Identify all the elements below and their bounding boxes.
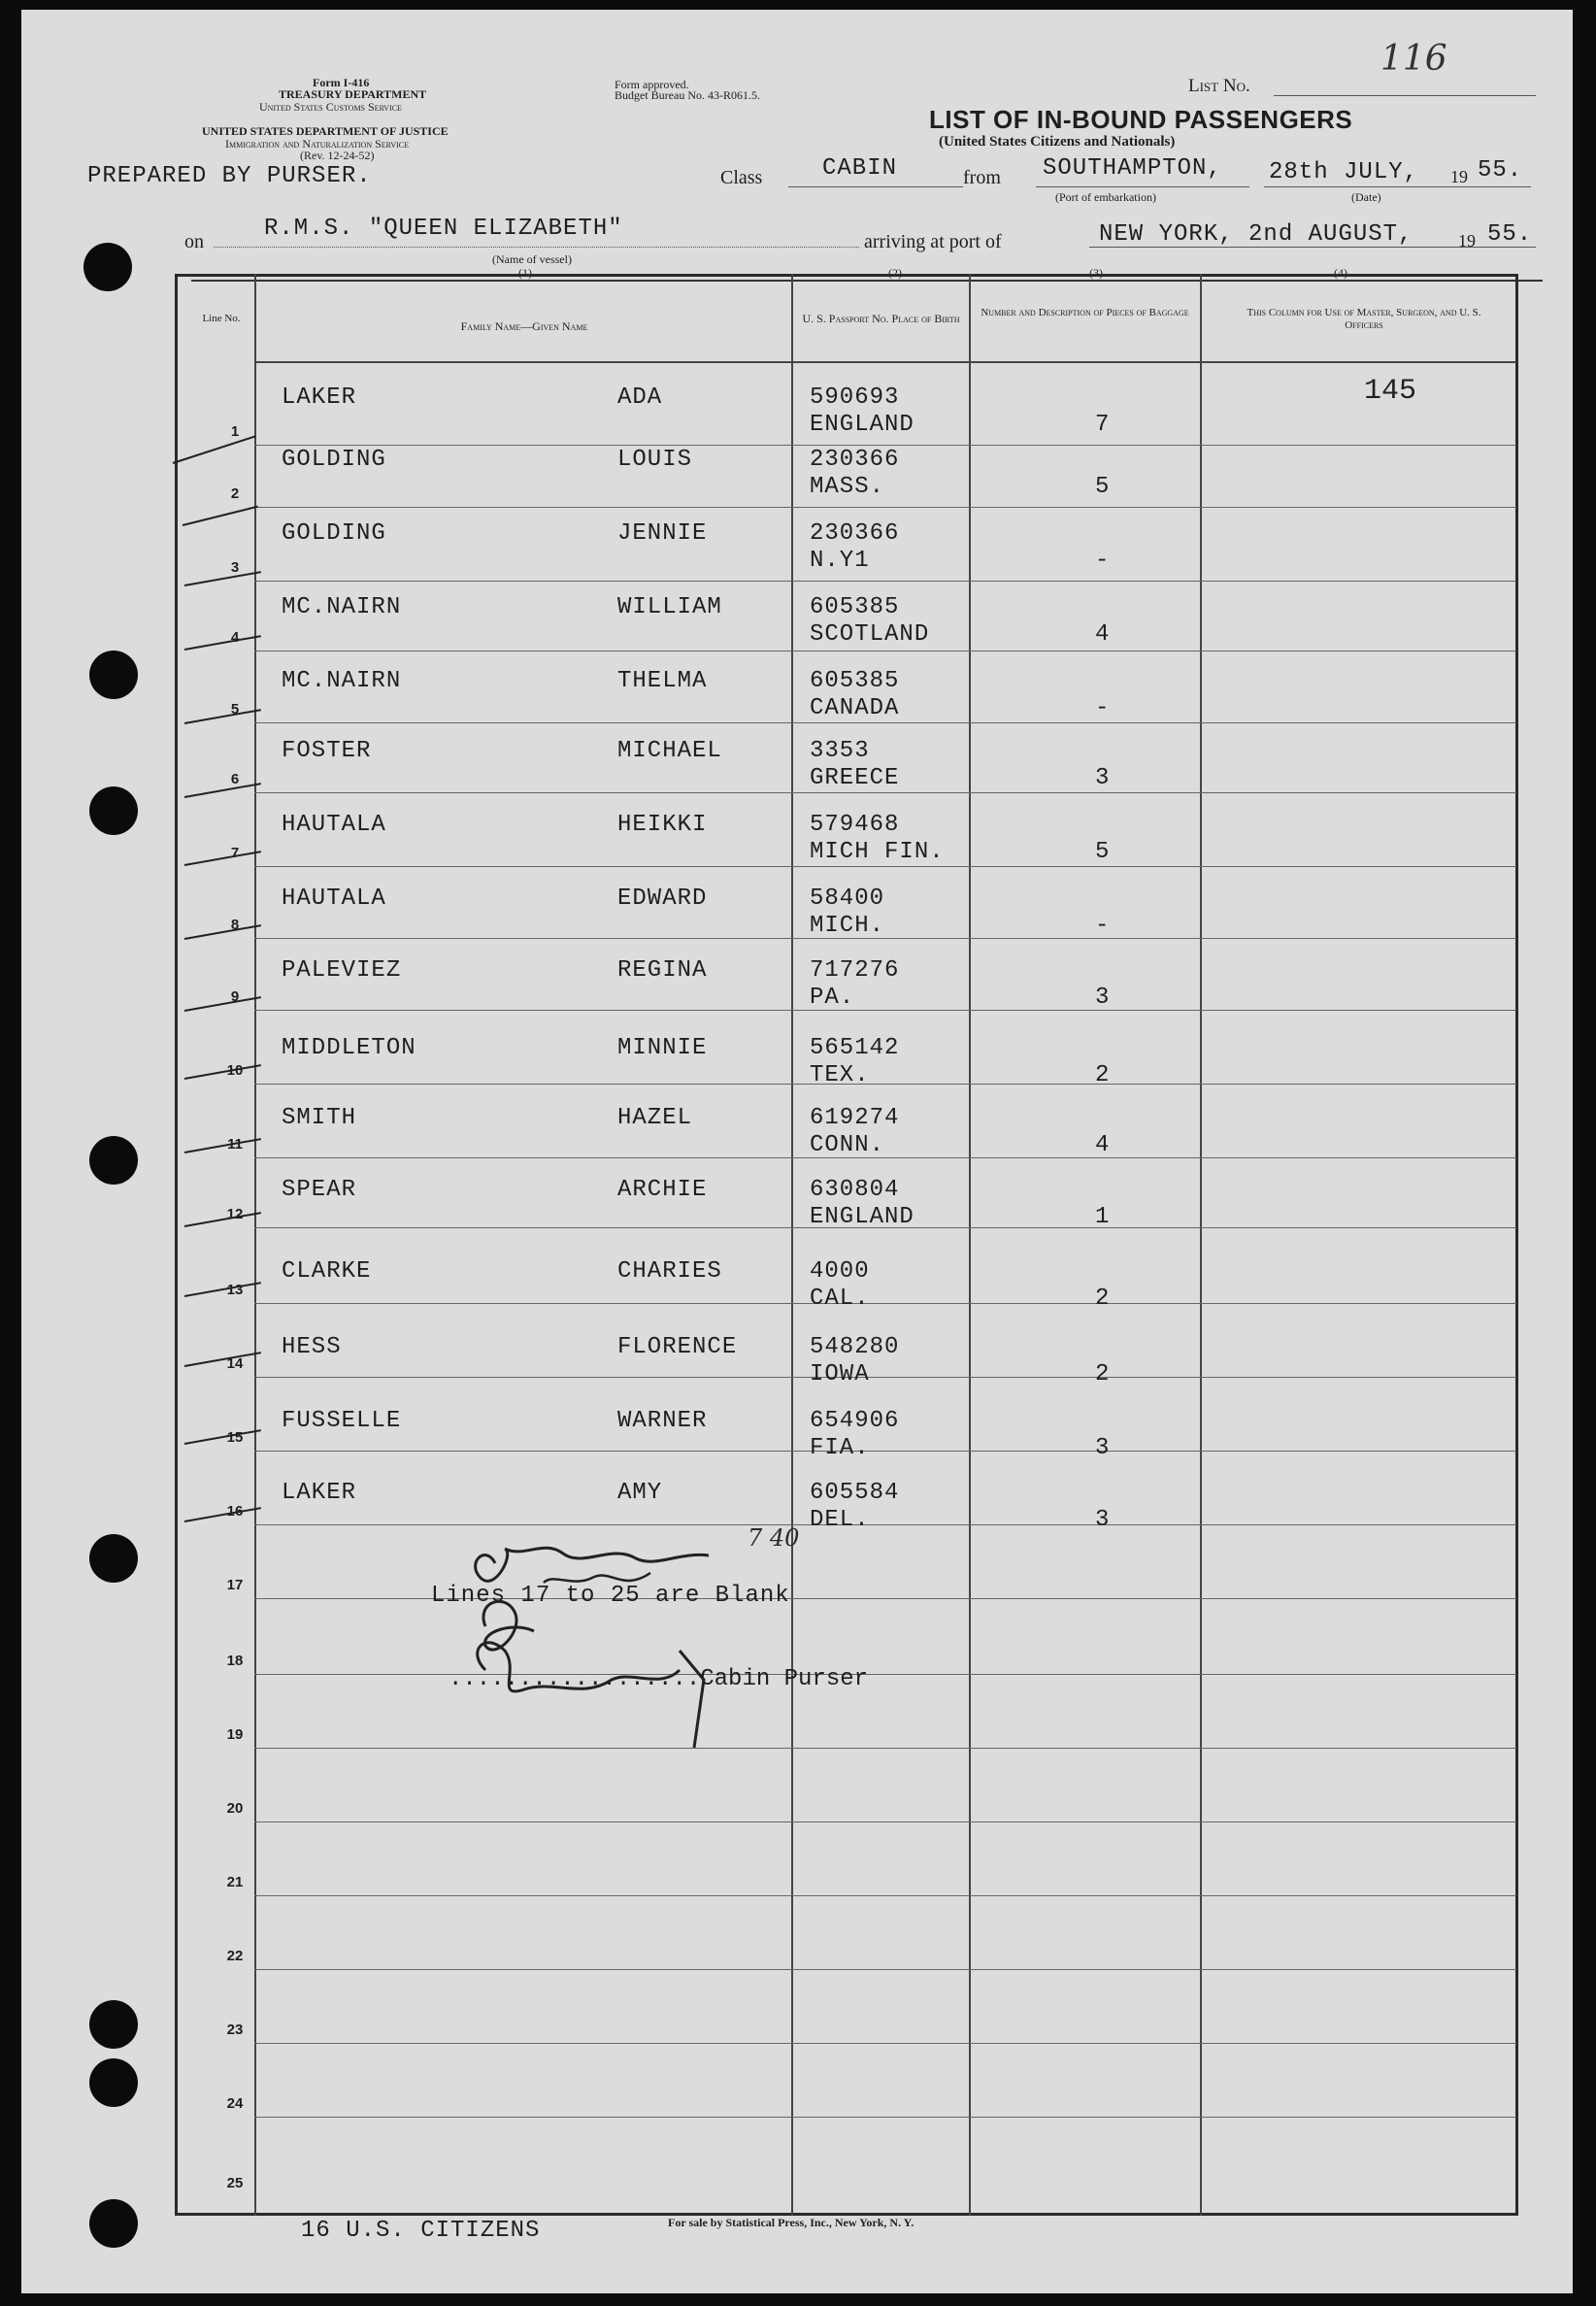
justice-dept: UNITED STATES DEPARTMENT OF JUSTICE [202,124,449,138]
passport-number: 619274 [810,1105,900,1131]
line-number: 11 [227,1136,243,1153]
place-of-birth: SCOTLAND [810,621,930,648]
form-number: Form I-416 [313,76,370,89]
baggage-count: - [1095,695,1111,721]
passenger-given-name: REGINA [617,957,708,984]
passport-number: 590693 [810,384,900,411]
passport-number: 605385 [810,594,900,620]
arrival-underline [1089,247,1536,248]
passenger-given-name: EDWARD [617,886,708,912]
cabin-purser-line: ..................Cabin Purser [449,1666,869,1692]
line-number: 14 [226,1355,244,1372]
passenger-family-name: SMITH [282,1105,357,1131]
page-title: LIST OF IN-BOUND PASSENGERS [929,105,1353,134]
line-number: 20 [226,1800,244,1817]
baggage-count: 3 [1095,985,1111,1011]
passport-number: 605584 [810,1480,900,1506]
list-no-value: 116 [1380,39,1447,79]
passport-number: 4000 [810,1258,870,1285]
place-of-birth: ENGLAND [810,1204,914,1230]
port-caption: (Port of embarkation) [1055,190,1156,204]
class-underline [788,186,963,187]
line-number: 10 [226,1062,244,1079]
place-of-birth: PA. [810,985,855,1011]
place-of-birth: MICH. [810,913,885,939]
passport-number: 630804 [810,1177,900,1203]
date-caption: (Date) [1351,190,1381,204]
line-number: 17 [226,1577,244,1593]
line-number: 13 [226,1282,244,1298]
passenger-family-name: CLARKE [282,1258,372,1285]
date-underline [1264,186,1531,187]
punch-hole [89,2058,138,2107]
treasury-dept: TREASURY DEPARTMENT [279,87,427,101]
form-approved: Form approved. [615,78,689,91]
vessel-caption: (Name of vessel) [492,252,572,266]
handwritten-time: 7 40 [748,1524,800,1552]
class-value: CABIN [822,155,898,182]
passenger-family-name: HESS [282,1334,342,1360]
punch-hole [89,1534,138,1583]
header-name: Family Name—Given Name [460,319,588,333]
col-num-1: (1) [518,266,532,280]
header-bottom-rule [254,361,1516,363]
passenger-family-name: SPEAR [282,1177,357,1203]
punch-hole [89,2000,138,2049]
col-num-2: (2) [888,266,902,280]
col-num-3: (3) [1089,266,1103,280]
passenger-family-name: MIDDLETON [282,1035,416,1061]
row-rule [254,938,1516,939]
list-no-underline [1274,95,1536,96]
line-number: 23 [226,2022,244,2038]
place-of-birth: CAL. [810,1286,870,1312]
place-of-birth: N.Y1 [810,548,870,574]
col-num-4: (4) [1334,266,1347,280]
baggage-count: 4 [1095,1132,1111,1158]
row-rule [254,1377,1516,1378]
passenger-given-name: WILLIAM [617,594,722,620]
passenger-given-name: JENNIE [617,520,708,547]
arrival-year-value: 55. [1487,221,1533,248]
line-number: 2 [230,485,240,502]
passenger-given-name: ADA [617,384,663,411]
passenger-given-name: CHARIES [617,1258,722,1285]
place-of-birth: TEX. [810,1062,870,1088]
passenger-family-name: LAKER [282,1480,357,1506]
line-number: 15 [226,1429,244,1446]
vessel-underline [214,247,859,248]
line-number: 4 [230,629,240,646]
punch-hole [83,243,132,291]
officer-note: 145 [1364,375,1417,408]
line-number: 9 [230,988,240,1005]
row-rule [254,1821,1516,1822]
row-rule [254,1157,1516,1158]
passport-number: 654906 [810,1408,900,1434]
row-rule [254,722,1516,723]
line-number: 8 [230,917,240,933]
passport-number: 3353 [810,738,870,764]
row-rule [254,1895,1516,1896]
place-of-birth: CONN. [810,1132,885,1158]
class-label: Class [720,167,763,188]
line-number: 22 [226,1948,244,1964]
arrival-value: NEW YORK, 2nd AUGUST, [1099,221,1413,248]
line-number: 3 [230,559,240,576]
place-of-birth: CANADA [810,695,900,721]
prepared-by: PREPARED BY PURSER. [87,163,372,189]
blank-lines-note: Lines 17 to 25 are Blank [431,1583,790,1609]
baggage-count: - [1095,913,1111,939]
passport-number: 548280 [810,1334,900,1360]
passenger-given-name: ARCHIE [617,1177,708,1203]
punch-hole [89,2199,138,2248]
row-rule [254,866,1516,867]
row-rule [254,1969,1516,1970]
row-rule [254,507,1516,508]
ins-service: Immigration and Naturalization Service [225,137,410,150]
baggage-count: 2 [1095,1286,1111,1312]
row-rule [254,651,1516,652]
passenger-family-name: FOSTER [282,738,372,764]
footer-printer: For sale by Statistical Press, Inc., New York, N. Y. [668,2216,914,2229]
vessel-value: R.M.S. "QUEEN ELIZABETH" [264,216,623,242]
col-divider [791,274,793,2216]
col-divider [1200,274,1202,2216]
budget-bureau: Budget Bureau No. 43-R061.5. [615,88,760,102]
passenger-family-name: MC.NAIRN [282,594,402,620]
passenger-given-name: HEIKKI [617,812,708,838]
line-number: 24 [226,2095,244,2112]
row-rule [254,2043,1516,2044]
passenger-given-name: FLORENCE [617,1334,738,1360]
from-label: from [963,167,1001,188]
list-no-label: List No. [1188,76,1250,96]
year-prefix: 19 [1450,167,1468,186]
passenger-family-name: GOLDING [282,520,386,547]
embark-year-value: 55. [1478,157,1523,184]
place-of-birth: MICH FIN. [810,839,945,865]
passenger-given-name: AMY [617,1480,663,1506]
baggage-count: 7 [1095,412,1111,438]
passport-number: 605385 [810,668,900,694]
row-rule [254,792,1516,793]
passport-number: 579468 [810,812,900,838]
row-rule [254,581,1516,582]
line-number: 19 [226,1726,244,1743]
passport-number: 717276 [810,957,900,984]
arrival-year-prefix: 19 [1458,231,1476,251]
baggage-count: 2 [1095,1361,1111,1387]
passenger-given-name: WARNER [617,1408,708,1434]
row-rule [254,1303,1516,1304]
passenger-given-name: MICHAEL [617,738,722,764]
port-underline [1036,186,1249,187]
place-of-birth: MASS. [810,474,885,500]
line-number: 12 [226,1206,244,1222]
header-officers: This Column for Use of Master, Surgeon, and U. S. Officers [1247,307,1481,331]
place-of-birth: FIA. [810,1435,870,1461]
line-number: 16 [226,1503,244,1520]
line-number: 6 [230,771,240,787]
passenger-family-name: HAUTALA [282,812,386,838]
purser-signature [427,1534,777,1757]
baggage-count: 5 [1095,474,1111,500]
footer-total: 16 U.S. CITIZENS [301,2218,541,2244]
passenger-given-name: LOUIS [617,447,693,473]
row-rule [254,1010,1516,1011]
baggage-count: 4 [1095,621,1111,648]
col-divider [254,274,256,2216]
header-passport: U. S. Passport No. Place of Birth [802,312,960,325]
row-rule [254,445,1516,446]
passenger-family-name: LAKER [282,384,357,411]
baggage-count: 5 [1095,839,1111,865]
baggage-count: 3 [1095,765,1111,791]
page-subtitle: (United States Citizens and Nationals) [939,134,1176,150]
arriving-label: arriving at port of [864,231,1002,252]
passenger-family-name: GOLDING [282,447,386,473]
passenger-family-name: HAUTALA [282,886,386,912]
baggage-count: 1 [1095,1204,1111,1230]
line-number: 25 [226,2175,244,2191]
line-number: 18 [226,1653,244,1669]
line-number: 5 [230,701,240,718]
punch-hole [89,651,138,699]
punch-hole [89,786,138,835]
passenger-given-name: MINNIE [617,1035,708,1061]
customs-service: United States Customs Service [259,100,402,114]
baggage-count: 3 [1095,1435,1111,1461]
col-divider [969,274,971,2216]
passenger-given-name: THELMA [617,668,708,694]
passenger-family-name: MC.NAIRN [282,668,402,694]
embark-date-value: 28th JULY, [1269,159,1419,185]
line-number: 7 [230,845,240,861]
embark-port-value: SOUTHAMPTON, [1043,155,1222,182]
passenger-given-name: HAZEL [617,1105,693,1131]
row-rule [254,1084,1516,1085]
baggage-count: - [1095,548,1111,574]
passport-number: 230366 [810,520,900,547]
line-number: 21 [226,1874,244,1890]
on-label: on [184,231,204,252]
passport-number: 58400 [810,886,885,912]
place-of-birth: ENGLAND [810,412,914,438]
place-of-birth: DEL. [810,1507,870,1533]
row-rule [254,1524,1516,1525]
header-baggage: Number and Description of Pieces of Baggage [981,307,1189,318]
baggage-count: 3 [1095,1507,1111,1533]
place-of-birth: GREECE [810,765,900,791]
passenger-family-name: FUSSELLE [282,1408,402,1434]
passport-number: 230366 [810,447,900,473]
passenger-family-name: PALEVIEZ [282,957,402,984]
punch-hole [89,1136,138,1185]
form-revision: (Rev. 12-24-52) [300,149,375,162]
row-rule [254,1451,1516,1452]
header-line-no: Line No. [202,313,241,324]
row-rule [254,2117,1516,2118]
place-of-birth: IOWA [810,1361,870,1387]
line-number: 1 [230,423,240,440]
passport-number: 565142 [810,1035,900,1061]
baggage-count: 2 [1095,1062,1111,1088]
